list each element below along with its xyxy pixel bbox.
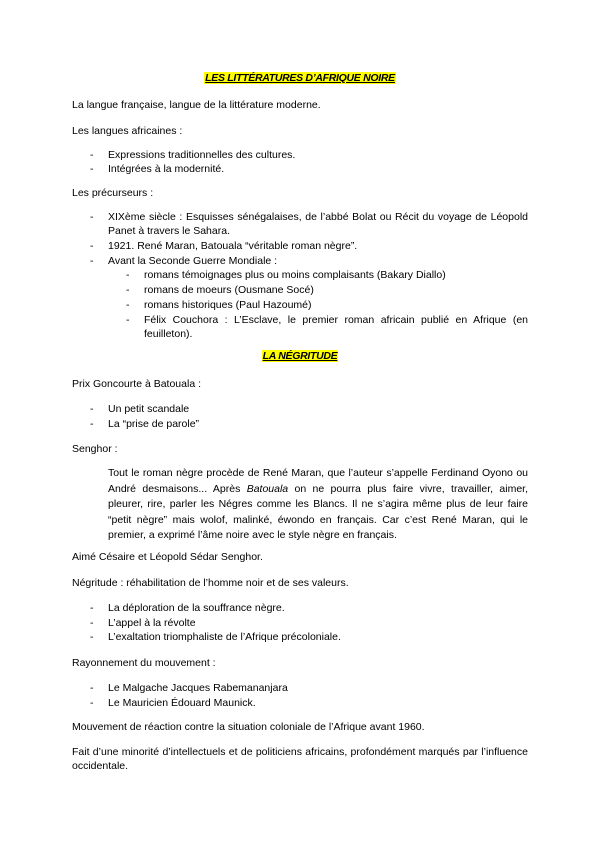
mouvement-paragraph: Mouvement de réaction contre la situation coloniale de l’Afrique avant 1960. bbox=[72, 721, 425, 733]
sub-list-item: romans témoignages plus ou moins complaisants (Bakary Diallo) bbox=[144, 269, 446, 281]
list-item: L’appel à la révolte bbox=[108, 617, 196, 629]
quote-book-title: Batouala bbox=[246, 482, 289, 495]
quote-text: Tout le roman nègre procède de René Maran, que l’auteur s’appelle Ferdinand Oyono ou André desmaisons... Après bbox=[108, 467, 528, 495]
bullet-dash: - bbox=[90, 682, 94, 694]
negritude-heading: Négritude : réhabilitation de l’homme noir et de ses valeurs. bbox=[72, 577, 349, 589]
list-item: 1921. René Maran, Batouala “véritable roman nègre”. bbox=[108, 240, 358, 252]
cesaire-paragraph: Aimé Césaire et Léopold Sédar Senghor. bbox=[72, 551, 263, 563]
rayonnement-heading: Rayonnement du mouvement : bbox=[72, 657, 216, 669]
bullet-dash: - bbox=[90, 602, 94, 614]
goncourt-heading: Prix Goncourte à Batouala : bbox=[72, 378, 201, 390]
quote-text: on ne pourra plus faire vivre, travailler, aimer, pleurer, rire, parler les Négres comme les Blancs. Il ne s’agira même plus de leur faire “petit nègre” mais wolof, malinké, éwondo en français. Car c’est René Maran, qui le premier, a exprimé l’âme noire avec le style nègre en français. bbox=[108, 482, 528, 542]
bullet-dash: - bbox=[90, 617, 94, 629]
bullet-dash: - bbox=[90, 163, 94, 175]
list-item: Intégrées à la modernité. bbox=[108, 163, 225, 175]
sub-bullet-dash: - bbox=[126, 284, 130, 296]
section-title: LA NÉGRITUDE bbox=[262, 350, 338, 362]
senghor-quote bbox=[108, 466, 528, 544]
list-item: L’exaltation triomphaliste de l’Afrique précoloniale. bbox=[108, 631, 341, 643]
sub-bullet-dash: - bbox=[126, 269, 130, 281]
bullet-dash: - bbox=[90, 149, 94, 161]
list-item: La déploration de la souffrance nègre. bbox=[108, 602, 285, 614]
intro-paragraph: La langue française, langue de la littérature moderne. bbox=[72, 99, 321, 111]
list-item: Avant la Seconde Guerre Mondiale : bbox=[108, 255, 278, 267]
sub-list-item: Félix Couchora : L’Esclave, le premier roman africain publié en Afrique (en feuilleton). bbox=[144, 314, 528, 340]
sub-bullet-dash: - bbox=[126, 299, 130, 311]
bullet-dash: - bbox=[90, 240, 94, 252]
bullet-dash: - bbox=[90, 418, 94, 430]
sub-list-item: romans historiques (Paul Hazoumé) bbox=[144, 299, 312, 311]
precurseurs-heading: Les précurseurs : bbox=[72, 187, 154, 199]
sub-bullet-dash: - bbox=[126, 314, 130, 326]
list-item: Un petit scandale bbox=[108, 403, 190, 415]
bullet-dash: - bbox=[90, 403, 94, 415]
bullet-dash: - bbox=[90, 631, 94, 643]
list-item: Le Mauricien Édouard Maunick. bbox=[108, 697, 256, 709]
list-item: La “prise de parole” bbox=[108, 418, 200, 430]
list-item: Expressions traditionnelles des cultures. bbox=[108, 149, 296, 161]
list-item: Le Malgache Jacques Rabemananjara bbox=[108, 682, 288, 694]
bullet-dash: - bbox=[90, 697, 94, 709]
bullet-dash: - bbox=[90, 255, 94, 267]
main-title: LES LITTÉRATURES D’AFRIQUE NOIRE bbox=[205, 72, 395, 84]
bullet-dash: - bbox=[90, 211, 94, 223]
list-item: XIXème siècle : Esquisses sénégalaises, de l’abbé Bolat ou Récit du voyage de Léopold Panet à travers le Sahara. bbox=[108, 211, 528, 237]
sub-list-item: romans de moeurs (Ousmane Socé) bbox=[144, 284, 314, 296]
langues-heading: Les langues africaines : bbox=[72, 125, 183, 137]
senghor-heading: Senghor : bbox=[72, 443, 118, 455]
minorite-paragraph: Fait d’une minorité d’intellectuels et de politiciens africains, profondément marqués par l’influence occidentale. bbox=[72, 746, 528, 772]
